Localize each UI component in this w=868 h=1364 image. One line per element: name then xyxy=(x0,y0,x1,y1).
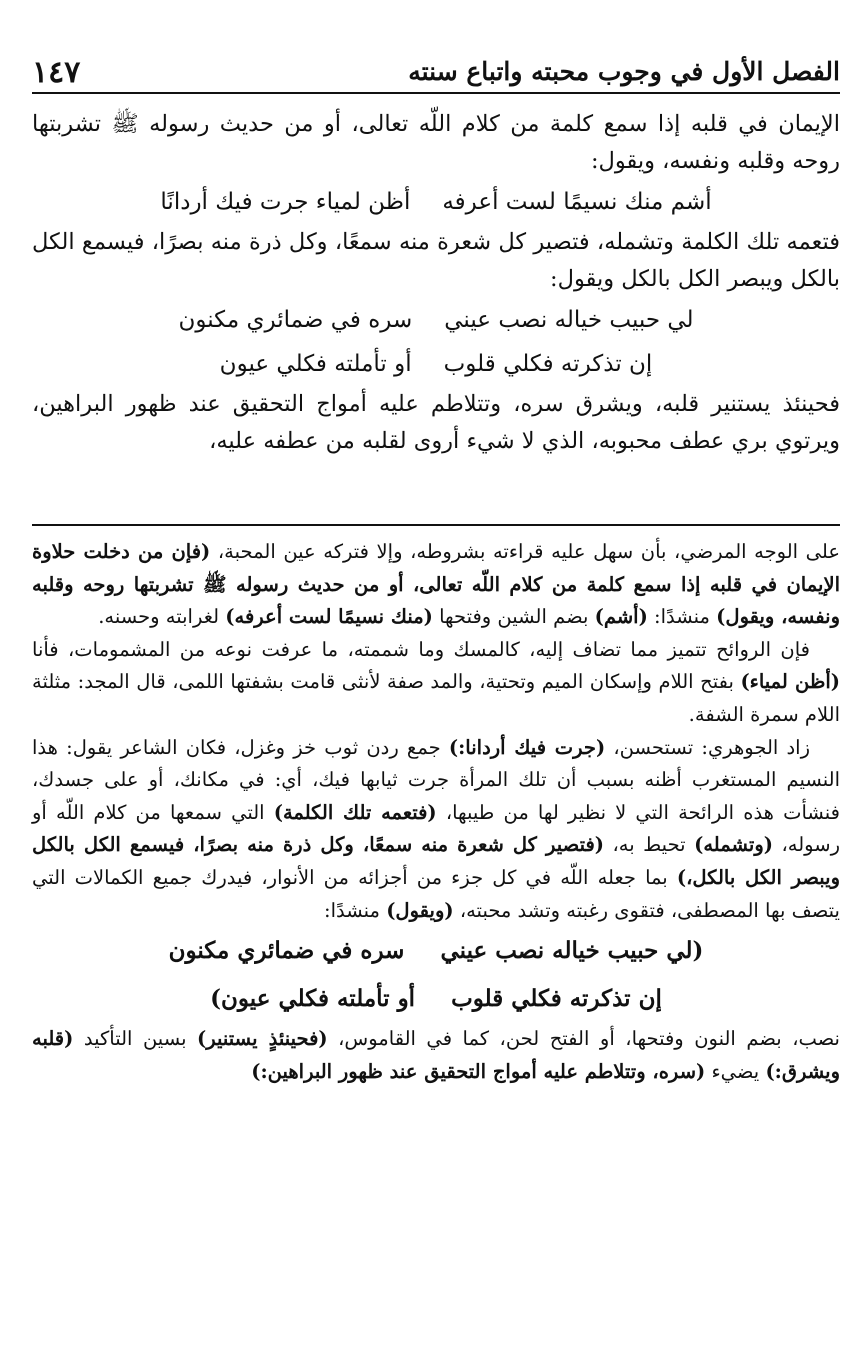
verse xyxy=(32,342,840,386)
main-text xyxy=(32,106,840,460)
commentary-text: يضيء xyxy=(711,1059,760,1083)
commentary-text: زاد الجوهري: تستحسن، xyxy=(613,735,811,759)
quoted-text: (قلبه ويشرق:) xyxy=(32,1027,840,1083)
main-paragraph: فحينئذ يستنير قلبه، ويشرق سره، وتتلاطم عليه أمواج التحقيق عند ظهور البراهين، ويرتوي بري عطف محبوبه، الذي لا شيء أروى لقلبه من عطفه عليه، xyxy=(32,391,840,454)
quoted-text: (جرت فيك أردانا:) xyxy=(448,735,606,759)
verse-hemistich: سره في ضمائري مكنون xyxy=(168,937,405,965)
commentary-text: منشدًا: xyxy=(654,605,710,629)
verse-hemistich: أظن لمياء جرت فيك أردانًا xyxy=(160,189,411,215)
commentary-text: بسين التأكيد xyxy=(83,1027,187,1051)
commentary-paragraph xyxy=(32,1023,840,1088)
quoted-text: (أشم) xyxy=(594,605,648,629)
quoted-text: (ويقول) xyxy=(386,898,454,922)
quoted-text: (سره، وتتلاطم عليه أمواج التحقيق عند ظهور البراهين:) xyxy=(251,1059,706,1083)
quoted-text: (وتشمله) xyxy=(694,833,773,857)
verse-hemistich: لي حبيب خياله نصب عيني xyxy=(444,307,694,333)
verse-hemistich: إن تذكرته فكلي قلوب xyxy=(443,351,653,377)
quoted-text: (فتعمه تلك الكلمة) xyxy=(273,800,437,824)
commentary-text: على الوجه المرضي، بأن سهل عليه قراءته بشروطه، وإلا فتركه عين المحبة، xyxy=(217,540,841,563)
quoted-verse xyxy=(32,927,840,975)
commentary-text: نصب، بضم النون وفتحها، أو الفتح لحن، كما في القاموس، xyxy=(338,1027,840,1051)
verse-hemistich: أو تأملته فكلي عيون) xyxy=(210,985,416,1013)
commentary-text: بضم الشين وفتحها xyxy=(439,605,589,629)
verse-hemistich: (لي حبيب خياله نصب عيني xyxy=(440,937,704,965)
page-header xyxy=(32,50,840,94)
quoted-text: (أظن لمياء) xyxy=(740,670,841,694)
commentary-text: تحيط به، xyxy=(612,833,686,857)
commentary-text: بفتح اللام وإسكان الميم وتحتية، والمد صفة لأنثى قامت بشفتها اللمى، قال المجد: مثلثة اللام سمرة الشفة. xyxy=(32,670,840,726)
main-paragraph: فتعمه تلك الكلمة وتشمله، فتصير كل شعرة منه سمعًا، وكل ذرة منه بصرًا، فيسمع الكل بالكل ويبصر الكل بالكل ويقول: xyxy=(32,229,840,292)
commentary xyxy=(32,536,840,1088)
verse-hemistich: سره في ضمائري مكنون xyxy=(178,307,413,333)
commentary-text: التي سمعها من كلام اللّه أو رسوله، xyxy=(32,800,841,857)
main-line: تشربتها روحه وقلبه ونفسه، ويقول: xyxy=(32,111,840,174)
verse-hemistich: أشم منك نسيمًا لست أعرفه xyxy=(442,189,712,215)
verse xyxy=(32,180,840,224)
quoted-text: (فحينئذٍ يستنير) xyxy=(197,1027,328,1051)
verse-hemistich: إن تذكرته فكلي قلوب xyxy=(451,985,662,1013)
commentary-paragraph xyxy=(32,536,840,634)
section-divider xyxy=(32,524,840,526)
commentary-paragraph xyxy=(32,634,840,732)
main-line: الإيمان في قلبه إذا سمع كلمة من كلام اللّه تعالى، أو من حديث رسوله ﷺ xyxy=(111,111,840,137)
quoted-text: (منك نسيمًا لست أعرفه) xyxy=(225,605,433,629)
commentary-text: بما جعله اللّه في كل جزء من أجزائه من الأنوار، فيدرك جميع الكمالات التي يتصف بها المصطفى، فتقوى رغبته وتشد محبته، xyxy=(32,865,840,922)
verse xyxy=(32,298,840,342)
chapter-title: الفصل الأول في وجوب محبته واتباع سنته xyxy=(408,57,840,86)
quoted-verse xyxy=(32,975,840,1023)
commentary-paragraph xyxy=(32,732,840,928)
quoted-text: (فإن من دخلت حلاوة الإيمان في قلبه إذا سمع كلمة من كلام اللّه تعالى، أو من حديث رسوله ﷺ تشربتها روحه وقلبه ونفسه، ويقول) xyxy=(32,540,840,629)
commentary-text: لغرابته وحسنه. xyxy=(98,605,220,629)
verse-hemistich: أو تأملته فكلي عيون xyxy=(219,351,412,377)
commentary-text: فإن الروائح تتميز مما تضاف إليه، كالمسك وما شممته، ما عرفت نوعه من المشمومات، فأنا xyxy=(32,637,810,661)
quoted-text: (فتصير كل شعرة منه سمعًا، وكل ذرة منه بصرًا، فيسمع الكل بالكل ويبصر الكل بالكل،) xyxy=(32,833,840,889)
commentary-text: جمع ردن ثوب خز وغزل، فكان الشاعر يقول: هذا النسيم المستغرب أظنه بسبب أن تلك المرأة جرت ثيابها فيك، أي: في مكانك، أو على جسدك، فنشأت هذه الرائحة التي لا نظير لها من طيبها، xyxy=(32,735,841,824)
main-paragraph xyxy=(32,106,840,180)
page-number: ١٤٧ xyxy=(32,55,81,90)
commentary-text: منشدًا: xyxy=(324,898,380,922)
